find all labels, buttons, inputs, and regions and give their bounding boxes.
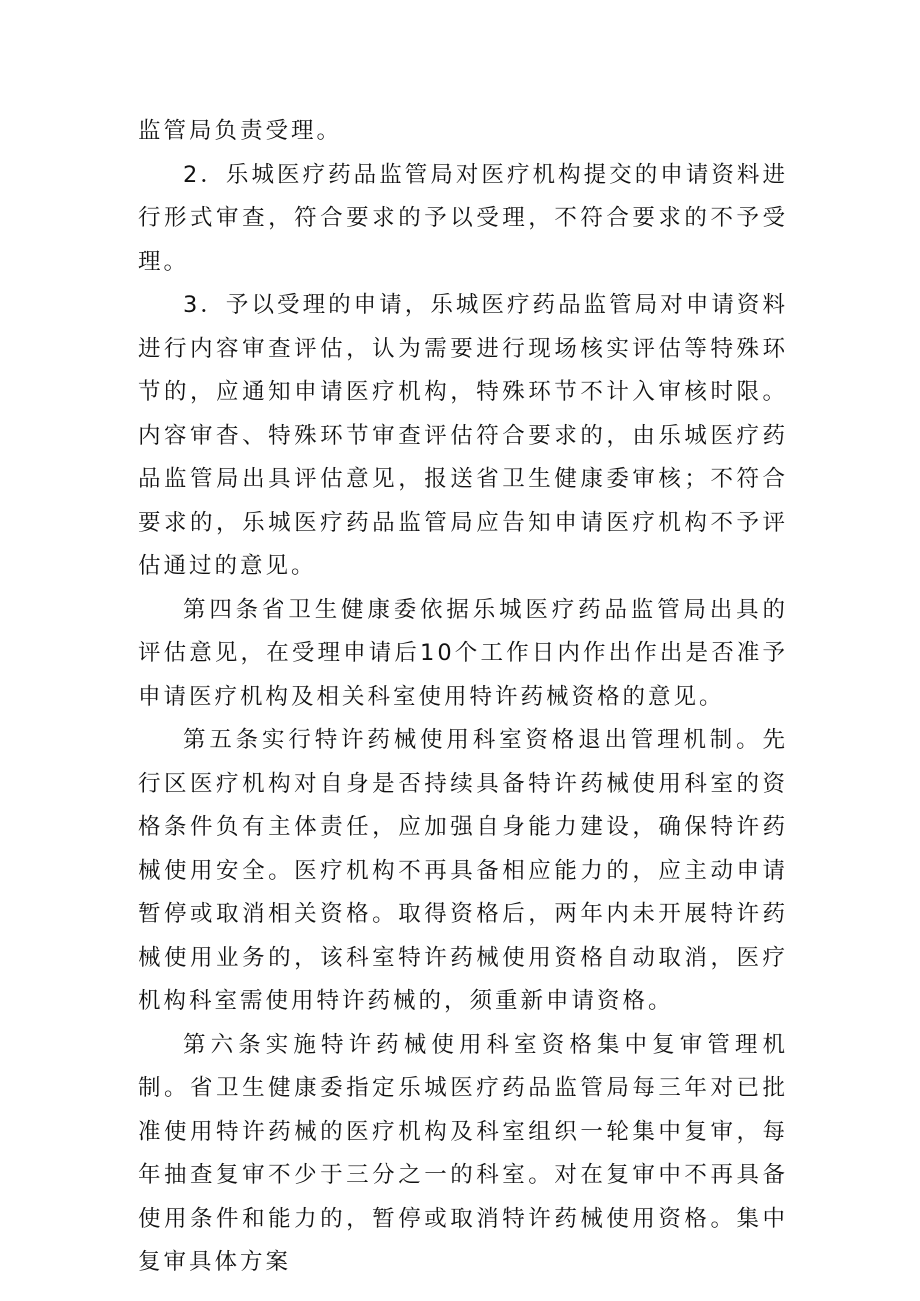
document-body: [138, 110, 788, 1285]
paragraph-item-2: 2．乐城医疗药品监管局对医疗机构提交的申请资料进行形式审查，符合要求的予以受理，不符合要求的不予受理。: [138, 161, 788, 275]
paragraph-continuation: 监管局负责受理。: [138, 118, 343, 144]
paragraph-article-6: 第六条实施特许药械使用科室资格集中复审管理机制。省卫生健康委指定乐城医疗药品监管局每三年对已批准使用特许药械的医疗机构及科室组织一轮集中复审，每年抽查复审不少于三分之一的科室。对在复审中不再具备使用条件和能力的，暂停或取消特许药械使用资格。集中复审具体方案: [138, 1031, 788, 1275]
paragraph-article-4: 第四条省卫生健康委依据乐城医疗药品监管局出具的评估意见，在受理申请后10个工作日内作出作出是否准予申请医疗机构及相关科室使用特许药械资格的意见。: [138, 596, 788, 710]
paragraph-article-5: 第五条实行特许药械使用科室资格退出管理机制。先行区医疗机构对自身是否持续具备特许药械使用科室的资格条件负有主体责任，应加强自身能力建设，确保特许药械使用安全。医疗机构不再具备相应能力的，应主动申请暂停或取消相关资格。取得资格后，两年内未开展特许药械使用业务的，该科室特许药械使用资格自动取消，医疗机构科室需使用特许药械的，须重新申请资格。: [138, 727, 788, 1014]
paragraph-item-3: 3．予以受理的申请，乐城医疗药品监管局对申请资料进行内容审查评估，认为需要进行现场核实评估等特殊环节的，应通知申请医疗机构，特殊环节不计入审核时限。内容审杳、特殊环节审查评估符合要求的，由乐城医疗药品监管局出具评估意见，报送省卫生健康委审核；不符合要求的，乐城医疗药品监管局应告知申请医疗机构不予评估通过的意见。: [138, 292, 788, 579]
